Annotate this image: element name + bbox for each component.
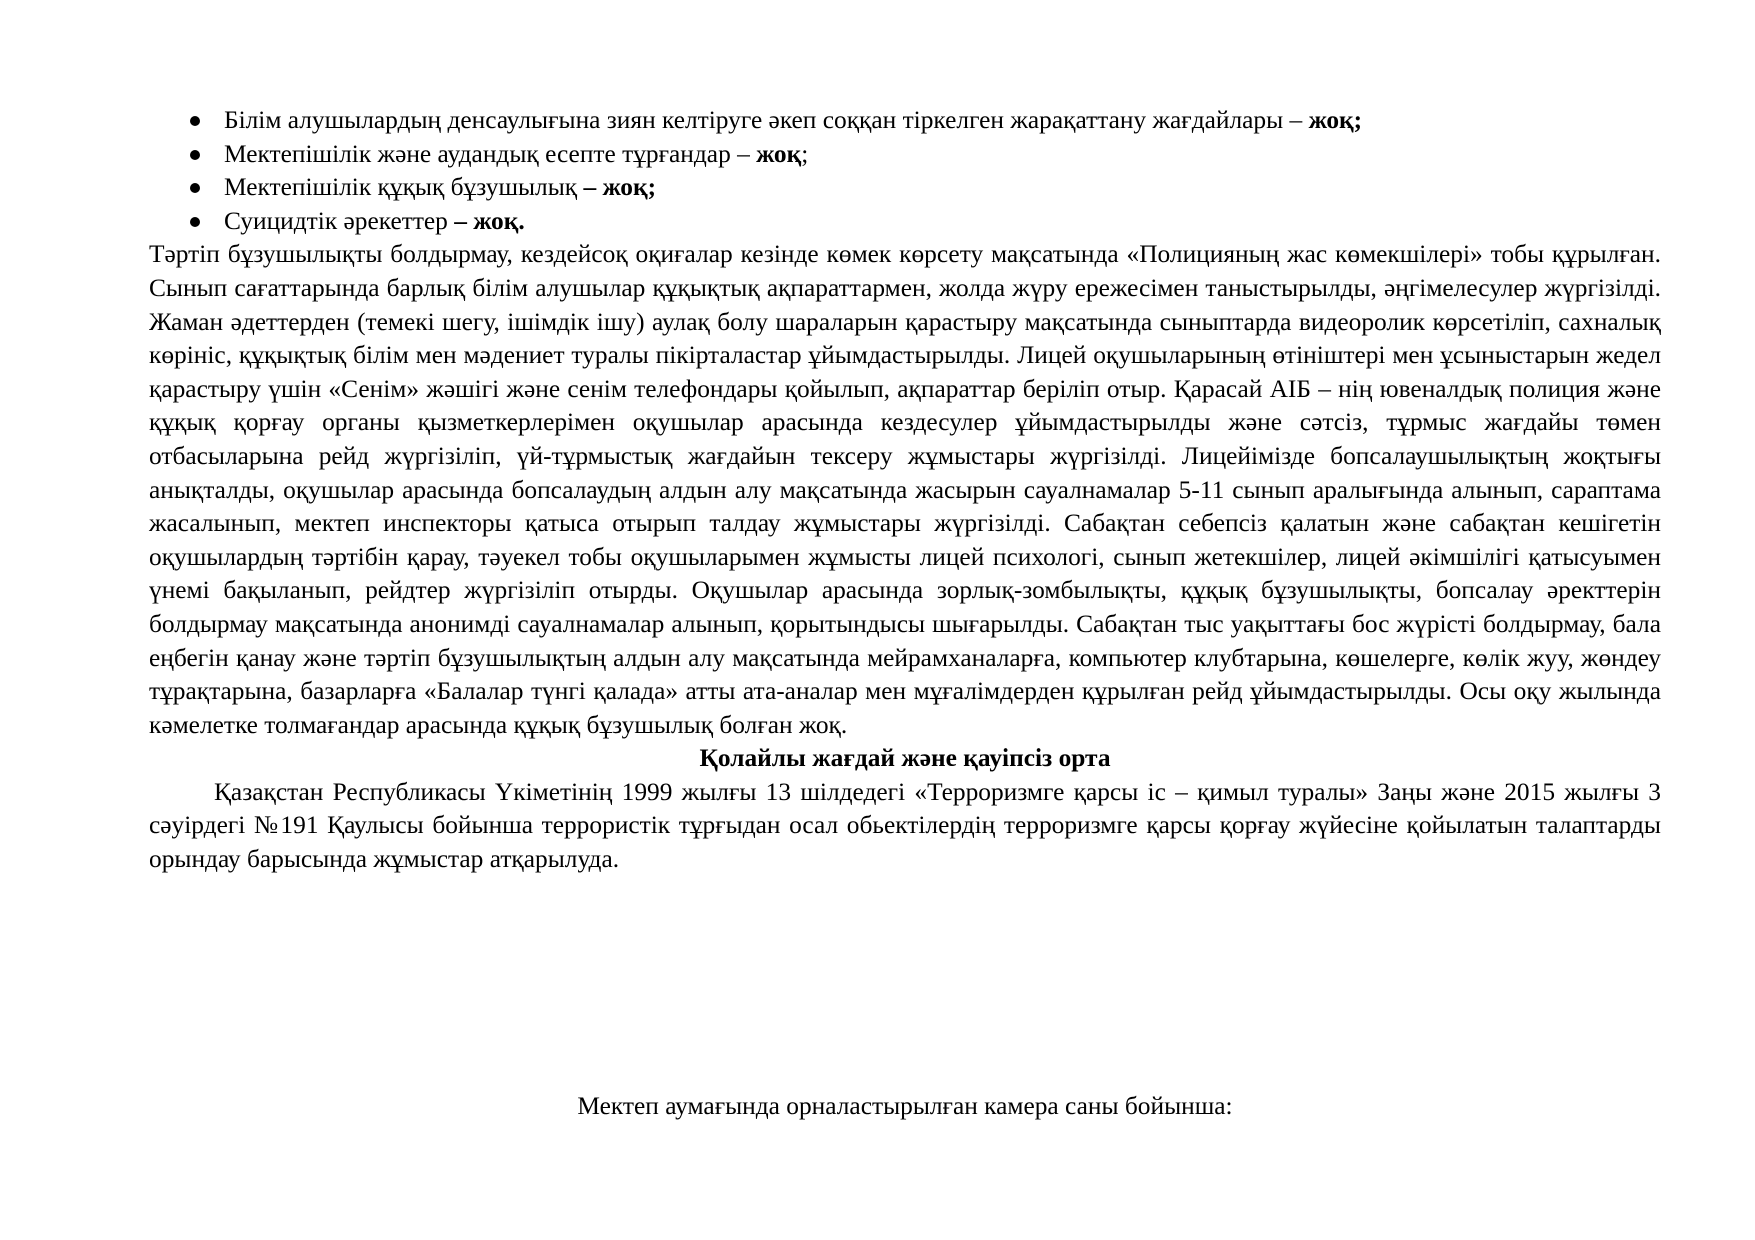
bullet-text: Мектепішілік құқық бұзушылық [224, 173, 584, 202]
bullet-item [149, 171, 1661, 205]
bullet-tail: ; [801, 139, 809, 168]
status-bullet-list [149, 104, 1661, 238]
bullet-icon [190, 116, 200, 126]
bullet-icon [190, 217, 200, 227]
bullet-item [149, 104, 1661, 138]
document-page [149, 104, 1661, 877]
bullet-bold-text: жоқ [756, 139, 802, 168]
bullet-item [149, 205, 1661, 239]
bullet-text: Білім алушылардың денсаулығына зиян келтіруге әкеп соққан тіркелген жарақаттану жағдайлары – [224, 106, 1309, 134]
bullet-text: Мектепішілік және аудандық есепте тұрғандар – [224, 139, 757, 168]
bullet-item [149, 138, 1661, 172]
bullet-icon [190, 183, 200, 193]
bullet-bold-text: – жоқ. [454, 206, 525, 235]
bullet-bold-text: – жоқ; [583, 173, 657, 202]
bullet-text: Суицидтік әрекеттер [224, 206, 455, 235]
bullet-bold-text: жоқ; [1308, 106, 1363, 134]
body-paragraph: Тәртіп бұзушылықты болдырмау, кездейсоқ оқиғалар кезінде көмек көрсету мақсатында «Полицияның жас көмекшілері» тобы құрылған. Сынып сағаттарында барлық білім алушылар құқықтық ақпараттармен, жолда жүру ережесімен таныстырылды, әңгімелесулер жүргізілді. Жаман әдеттерден (темекі шегу, ішімдік ішу) аулақ болу шараларын қарастыру мақсатында сыныптарда видеоролик көрсетіліп, сахналық көрініс, құқықтық білім мен мәдениет туралы пікірталастар ұйымдастырылды. Лицей оқушыларының өтініштері мен ұсыныстарын жедел қарастыру үшін «Сенім» жәшігі және сенім телефондары қойылып, ақпараттар беріліп отыр. Қарасай АІБ – нің ювеналдық полиция және құқық қорғау органы қызметкерлерімен оқушылар арасында кездесулер ұйымдастырылды және сәтсіз, тұрмыс жағдайы төмен отбасыларына рейд жүргізіліп, үй-тұрмыстық жағдайын тексеру жұмыстары жүргізілді. Лицейімізде бопсалаушылықтың жоқтығы анықталды, оқушылар арасында бопсалаудың алдын алу мақсатында жасырын сауалнамалар 5-11 сынып аралығында алынып, сараптама жасалынып, мектеп инспекторы қатыса отырып талдау жұмыстары жүргізілді. Сабақтан себепсіз қалатын және сабақтан кешігетін оқушылардың тәртібін қарау, тәуекел тобы оқушыларымен жұмысты лицей психологі, сынып жетекшілер, лицей әкімшілігі қатысуымен үнемі бақыланып, рейдтер жүргізіліп отырды. Оқушылар арасында зорлық-зомбылықты, құқық бұзушылықты, бопсалау әректтерін болдырмау мақсатында анонимді сауалнамалар алынып, қорытындысы шығарылды. Сабақтан тыс уақыттағы бос жүрісті болдырмау, бала еңбегін қанау және тәртіп бұзушылықтың алдын алу мақсатында мейрамханаларға, компьютер клубтарына, көшелерге, көлік жуу, жөндеу тұрақтарына, базарларға «Балалар түнгі қалада» атты ата-аналар мен мұғалімдерден құрылған рейд ұйымдастырылды. Осы оқу жылында кәмелетке толмағандар арасында құқық бұзушылық болған жоқ. [149, 240, 1661, 739]
body-paragraph-indented: Қазақстан Республикасы Үкіметінің 1999 жылғы 13 шілдедегі «Терроризмге қарсы іс – қимыл туралы» Заңы және 2015 жылғы 3 сәуірдегі №191 Қаулысы бойынша террористік тұрғыдан осал обьектілердің терроризмге қарсы қорғау жүйесіне қойылатын талаптарды орындау барысында жұмыстар атқарылуда. [149, 777, 1661, 874]
bullet-icon [190, 150, 200, 160]
camera-count-caption: Мектеп аумағында орналастырылған камера саны бойынша: [577, 1092, 1233, 1120]
section-heading: Қолайлы жағдай және қауіпсіз орта [699, 744, 1111, 773]
